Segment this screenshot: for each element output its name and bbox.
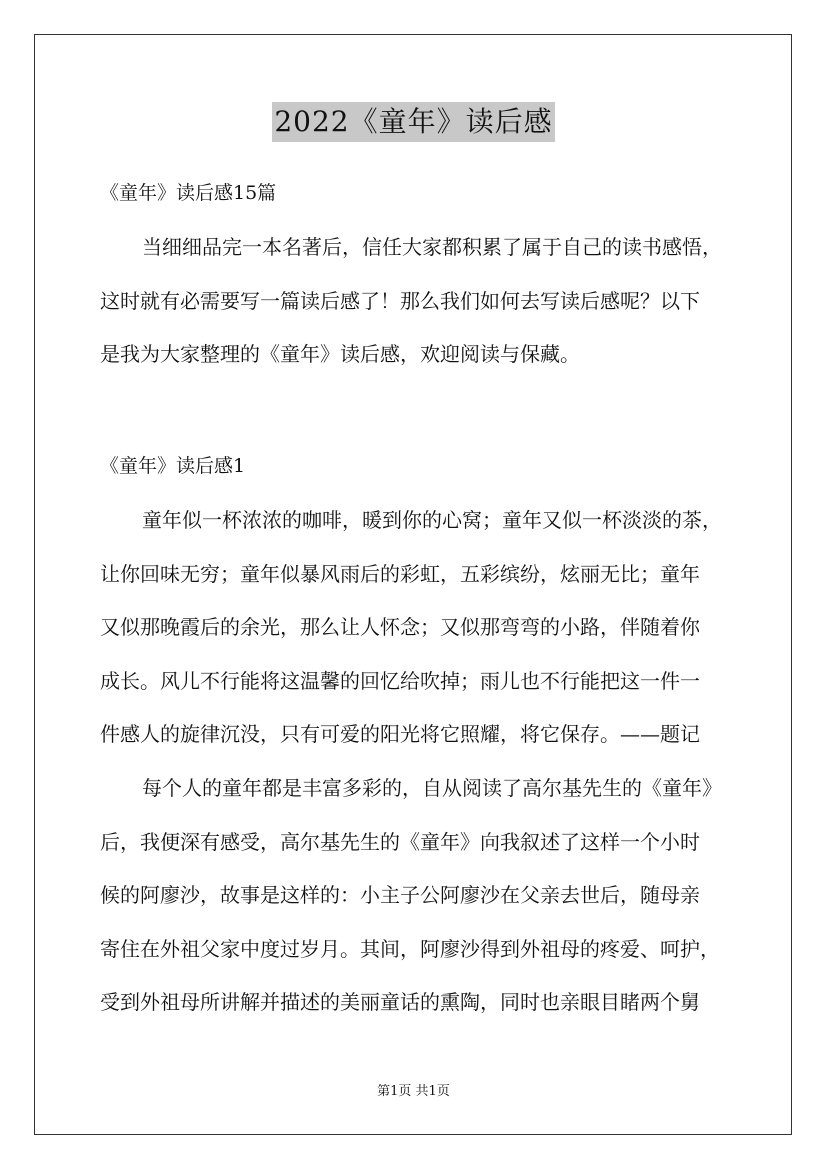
document-title: 2022《童年》读后感 (272, 102, 554, 142)
intro-line: 当细细品完一本名著后，信任大家都积累了属于自己的读书感悟， (142, 235, 722, 259)
page-number-label: 第1页 共1页 (377, 1084, 450, 1099)
paragraph-line: 件感人的旋律沉没，只有可爱的阳光将它照耀，将它保存。——题记 (100, 722, 700, 746)
paragraph-line: 受到外祖母所讲解并描述的美丽童话的熏陶，同时也亲眼目睹两个舅 (100, 990, 700, 1014)
intro-line: 这时就有必需要写一篇读后感了！那么我们如何去写读后感呢？以下 (100, 288, 700, 313)
paragraph-line: 每个人的童年都是丰富多彩的，自从阅读了高尔基先生的《童年》 (142, 776, 722, 800)
paragraph-line: 后，我便深有感受，高尔基先生的《童年》向我叙述了这样一个小时 (100, 829, 700, 854)
page-footer (0, 1083, 827, 1101)
paragraph-line: 寄住在外祖父家中度过岁月。其间，阿廖沙得到外祖母的疼爱、呵护， (100, 936, 720, 961)
section-heading: 《童年》读后感1 (100, 455, 246, 477)
paragraph-2 (100, 762, 740, 1030)
paragraph-line: 候的阿廖沙，故事是这样的：小主子公阿廖沙在父亲去世后，随母亲 (100, 883, 700, 907)
document-subtitle: 《童年》读后感15篇 (100, 182, 277, 204)
paragraph-line: 又似那晚霞后的余光，那么让人怀念；又似那弯弯的小路，伴随着你 (100, 615, 700, 639)
intro-line: 是我为大家整理的《童年》读后感，欢迎阅读与保藏。 (100, 342, 580, 366)
paragraph-line: 让你回味无穷；童年似暴风雨后的彩虹，五彩缤纷，炫丽无比；童年 (100, 561, 700, 586)
title-container (0, 102, 827, 142)
paragraph-1 (100, 494, 740, 762)
paragraph-line: 成长。风儿不行能将这温馨的回忆给吹掉；雨儿也不行能把这一件一 (100, 668, 700, 693)
intro-paragraph (100, 221, 740, 382)
paragraph-line: 童年似一杯浓浓的咖啡，暖到你的心窝；童年又似一杯淡淡的茶， (142, 508, 722, 532)
